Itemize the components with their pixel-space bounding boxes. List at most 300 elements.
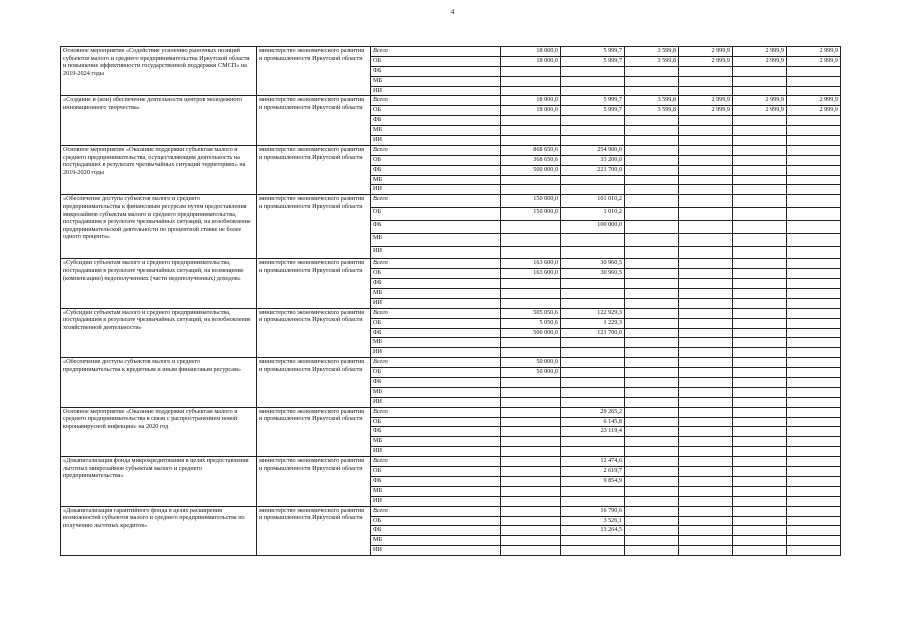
amount-cell (787, 536, 841, 546)
amount-cell: 1 229,3 (561, 318, 625, 328)
funding-source: ФБ (371, 427, 501, 437)
amount-cell (787, 155, 841, 165)
funding-source: МБ (371, 486, 501, 496)
amount-cell (679, 427, 733, 437)
amount-cell (787, 318, 841, 328)
amount-cell: 2 999,9 (679, 47, 733, 57)
amount-cell (501, 457, 561, 467)
executor: министерство экономического развития и промышленности Иркутской области (257, 358, 371, 407)
amount-cell: 101 010,2 (561, 195, 625, 208)
amount-cell: 3 599,8 (625, 56, 679, 66)
funding-source: ОБ (371, 155, 501, 165)
amount-cell (733, 318, 787, 328)
table-row (61, 457, 841, 467)
amount-cell: 2 999,9 (787, 56, 841, 66)
amount-cell (625, 136, 679, 146)
amount-cell (625, 516, 679, 526)
amount-cell (733, 378, 787, 388)
amount-cell (733, 516, 787, 526)
amount-cell (787, 66, 841, 76)
amount-cell (561, 175, 625, 185)
amount-cell (733, 246, 787, 259)
amount-cell (625, 447, 679, 457)
amount-cell (679, 506, 733, 516)
amount-cell (733, 546, 787, 556)
amount-cell (679, 516, 733, 526)
amount-cell (733, 308, 787, 318)
amount-cell: 122 929,3 (561, 308, 625, 318)
amount-cell (679, 437, 733, 447)
amount-cell: 2 999,9 (787, 106, 841, 116)
funding-source: МБ (371, 536, 501, 546)
amount-cell (625, 298, 679, 308)
executor: министерство экономического развития и промышленности Иркутской области (257, 407, 371, 456)
amount-cell (679, 467, 733, 477)
amount-cell (625, 496, 679, 506)
amount-cell: 16 790,6 (561, 506, 625, 516)
funding-source: МБ (371, 437, 501, 447)
amount-cell (625, 417, 679, 427)
amount-cell: 5 050,6 (501, 318, 561, 328)
table-row (61, 407, 841, 417)
amount-cell (501, 387, 561, 397)
amount-cell: 2 999,9 (787, 96, 841, 106)
amount-cell (561, 116, 625, 126)
amount-cell (733, 496, 787, 506)
amount-cell (561, 378, 625, 388)
amount-cell: 500 000,0 (501, 165, 561, 175)
amount-cell: 50 000,0 (501, 368, 561, 378)
amount-cell (625, 185, 679, 195)
funding-source: ИИ (371, 86, 501, 96)
amount-cell (625, 437, 679, 447)
funding-source: МБ (371, 175, 501, 185)
amount-cell (733, 155, 787, 165)
amount-cell (787, 328, 841, 338)
amount-cell (625, 387, 679, 397)
amount-cell (625, 165, 679, 175)
amount-cell (679, 417, 733, 427)
amount-cell (679, 136, 733, 146)
amount-cell: 5 999,7 (561, 56, 625, 66)
amount-cell (561, 76, 625, 86)
amount-cell: 2 999,9 (679, 106, 733, 116)
amount-cell (625, 427, 679, 437)
amount-cell (501, 546, 561, 556)
amount-cell (501, 279, 561, 289)
executor: министерство экономического развития и промышленности Иркутской области (257, 457, 371, 506)
funding-source: МБ (371, 387, 501, 397)
budget-table (60, 46, 841, 556)
amount-cell (787, 298, 841, 308)
amount-cell (625, 86, 679, 96)
amount-cell (733, 195, 787, 208)
amount-cell: 121 700,0 (561, 328, 625, 338)
amount-cell (787, 220, 841, 233)
amount-cell (625, 126, 679, 136)
amount-cell (501, 506, 561, 516)
amount-cell: 163 600,0 (501, 259, 561, 269)
amount-cell (679, 397, 733, 407)
amount-cell (625, 486, 679, 496)
amount-cell (561, 447, 625, 457)
funding-source: Всего (371, 506, 501, 516)
amount-cell (679, 233, 733, 246)
amount-cell (625, 457, 679, 467)
funding-source: ИИ (371, 298, 501, 308)
table-row (61, 506, 841, 516)
funding-source: МБ (371, 338, 501, 348)
table-row (61, 195, 841, 208)
amount-cell (733, 447, 787, 457)
amount-cell (733, 175, 787, 185)
amount-cell (561, 66, 625, 76)
amount-cell (625, 66, 679, 76)
amount-cell: 5 999,7 (561, 96, 625, 106)
amount-cell (787, 447, 841, 457)
funding-source: ФБ (371, 66, 501, 76)
amount-cell: 3 599,8 (625, 47, 679, 57)
amount-cell (501, 437, 561, 447)
amount-cell (787, 289, 841, 299)
amount-cell (679, 76, 733, 86)
amount-cell (679, 246, 733, 259)
amount-cell (625, 195, 679, 208)
amount-cell (787, 387, 841, 397)
amount-cell (625, 76, 679, 86)
amount-cell (625, 368, 679, 378)
funding-source: ОБ (371, 516, 501, 526)
amount-cell (501, 136, 561, 146)
amount-cell (787, 208, 841, 221)
activity-name: «Докапитализация фонда микрокредитования в целях предоставления льготных микрозаймов субъектам малого и среднего предпринимательства» (61, 457, 257, 506)
amount-cell (679, 259, 733, 269)
amount-cell (625, 338, 679, 348)
amount-cell (787, 437, 841, 447)
amount-cell (501, 516, 561, 526)
amount-cell (733, 66, 787, 76)
amount-cell (679, 486, 733, 496)
amount-cell: 163 600,0 (501, 269, 561, 279)
funding-source: Всего (371, 145, 501, 155)
amount-cell: 18 000,0 (501, 96, 561, 106)
amount-cell (733, 259, 787, 269)
page-number: 4 (450, 8, 455, 16)
amount-cell: 5 999,7 (561, 47, 625, 57)
amount-cell (733, 536, 787, 546)
funding-source: ОБ (371, 269, 501, 279)
amount-cell (625, 318, 679, 328)
funding-source: ФБ (371, 165, 501, 175)
amount-cell: 2 999,9 (733, 47, 787, 57)
amount-cell (501, 348, 561, 358)
funding-source: Всего (371, 407, 501, 417)
amount-cell (733, 417, 787, 427)
amount-cell (625, 269, 679, 279)
amount-cell: 13 264,5 (561, 526, 625, 536)
activity-name: Основное мероприятие «Оказание поддержки субъектам малого и среднего предпринимательства, осуществляющим деятельность на пострадавших в результате чрезвычайных ситуаций территориях» на 2019-2020 годы (61, 145, 257, 194)
funding-source: Всего (371, 195, 501, 208)
funding-source: ОБ (371, 467, 501, 477)
amount-cell: 9 854,9 (561, 476, 625, 486)
table-row (61, 96, 841, 106)
amount-cell (787, 457, 841, 467)
amount-cell (787, 358, 841, 368)
funding-source: ОБ (371, 208, 501, 221)
amount-cell: 2 999,9 (733, 56, 787, 66)
amount-cell (501, 185, 561, 195)
amount-cell (501, 526, 561, 536)
amount-cell (561, 289, 625, 299)
amount-cell (787, 195, 841, 208)
funding-source: МБ (371, 289, 501, 299)
amount-cell: 2 999,9 (679, 96, 733, 106)
funding-source: Всего (371, 47, 501, 57)
amount-cell (561, 279, 625, 289)
amount-cell (733, 476, 787, 486)
amount-cell (561, 358, 625, 368)
amount-cell (501, 417, 561, 427)
amount-cell (501, 233, 561, 246)
amount-cell (787, 308, 841, 318)
amount-cell: 50 000,0 (501, 358, 561, 368)
amount-cell (501, 175, 561, 185)
amount-cell (561, 397, 625, 407)
amount-cell: 18 000,0 (501, 106, 561, 116)
funding-source: ИИ (371, 246, 501, 259)
funding-source: Всего (371, 96, 501, 106)
amount-cell (561, 298, 625, 308)
amount-cell (787, 175, 841, 185)
amount-cell: 23 119,4 (561, 427, 625, 437)
amount-cell (501, 66, 561, 76)
amount-cell (561, 368, 625, 378)
funding-source: ФБ (371, 220, 501, 233)
amount-cell (733, 208, 787, 221)
amount-cell (561, 546, 625, 556)
amount-cell (625, 259, 679, 269)
amount-cell (733, 526, 787, 536)
amount-cell: 2 999,9 (733, 106, 787, 116)
amount-cell (787, 368, 841, 378)
amount-cell (787, 506, 841, 516)
amount-cell (625, 328, 679, 338)
amount-cell (733, 165, 787, 175)
amount-cell (625, 526, 679, 536)
activity-name: «Субсидии субъектам малого и среднего предпринимательства, пострадавшим в результате чрезвычайных ситуаций, на возмещение (компенсацию) недополученных (части недополученных) доходов» (61, 259, 257, 308)
amount-cell (625, 546, 679, 556)
amount-cell: 3 526,1 (561, 516, 625, 526)
activity-name: «Создание и (или) обеспечение деятельности центров молодежного инновационного творчества» (61, 96, 257, 145)
executor: министерство экономического развития и промышленности Иркутской области (257, 308, 371, 357)
amount-cell (733, 76, 787, 86)
amount-cell (733, 126, 787, 136)
amount-cell (679, 378, 733, 388)
amount-cell: 868 650,6 (501, 145, 561, 155)
amount-cell (561, 496, 625, 506)
amount-cell (733, 86, 787, 96)
amount-cell (787, 546, 841, 556)
amount-cell (787, 145, 841, 155)
amount-cell (625, 467, 679, 477)
amount-cell (733, 437, 787, 447)
funding-source: ИИ (371, 546, 501, 556)
amount-cell (561, 387, 625, 397)
amount-cell (787, 185, 841, 195)
amount-cell (561, 246, 625, 259)
amount-cell (787, 233, 841, 246)
amount-cell: 368 650,6 (501, 155, 561, 165)
amount-cell (787, 417, 841, 427)
funding-source: ОБ (371, 368, 501, 378)
amount-cell: 18 000,0 (501, 56, 561, 66)
amount-cell (625, 506, 679, 516)
table-row (61, 308, 841, 318)
amount-cell (787, 246, 841, 259)
funding-source: ФБ (371, 476, 501, 486)
amount-cell (787, 348, 841, 358)
amount-cell (625, 407, 679, 417)
amount-cell (733, 387, 787, 397)
amount-cell (625, 220, 679, 233)
amount-cell (787, 467, 841, 477)
amount-cell (679, 526, 733, 536)
amount-cell (561, 437, 625, 447)
amount-cell (679, 208, 733, 221)
amount-cell (679, 496, 733, 506)
amount-cell: 2 999,9 (787, 47, 841, 57)
funding-source: ФБ (371, 378, 501, 388)
activity-name: «Обеспечение доступа субъектов малого и среднего предпринимательства к финансовым ресурсам путем предоставления микрозаймов субъектам малого и среднего предпринимательства, пострадавшим в результате чрезвычайных ситуаций, на возобновление предпринимательской деятельности по процентной ставке не более одного процента» (61, 195, 257, 259)
amount-cell (679, 348, 733, 358)
funding-source: Всего (371, 457, 501, 467)
amount-cell (625, 233, 679, 246)
amount-cell (733, 368, 787, 378)
amount-cell (501, 378, 561, 388)
amount-cell: 18 000,0 (501, 47, 561, 57)
amount-cell (625, 308, 679, 318)
amount-cell (679, 269, 733, 279)
amount-cell (679, 289, 733, 299)
amount-cell (561, 486, 625, 496)
amount-cell (679, 447, 733, 457)
amount-cell (501, 116, 561, 126)
amount-cell (625, 348, 679, 358)
amount-cell (625, 116, 679, 126)
amount-cell (733, 397, 787, 407)
amount-cell (561, 348, 625, 358)
funding-source: ОБ (371, 106, 501, 116)
amount-cell (679, 66, 733, 76)
amount-cell (501, 536, 561, 546)
amount-cell (679, 457, 733, 467)
activity-name: «Докапитализация гарантийного фонда в целях расширения возможностей субъектов малого и среднего предпринимательства по получению льготных кредитов» (61, 506, 257, 555)
funding-source: МБ (371, 233, 501, 246)
funding-source: ИИ (371, 397, 501, 407)
amount-cell (625, 145, 679, 155)
amount-cell (679, 145, 733, 155)
amount-cell (787, 279, 841, 289)
amount-cell (787, 407, 841, 417)
amount-cell (561, 126, 625, 136)
amount-cell (501, 476, 561, 486)
amount-cell (787, 378, 841, 388)
amount-cell (625, 208, 679, 221)
amount-cell (561, 185, 625, 195)
funding-source: МБ (371, 126, 501, 136)
amount-cell (679, 86, 733, 96)
amount-cell (733, 298, 787, 308)
amount-cell (787, 136, 841, 146)
amount-cell: 3 599,8 (625, 96, 679, 106)
executor: министерство экономического развития и промышленности Иркутской области (257, 259, 371, 308)
amount-cell: 150 000,0 (501, 208, 561, 221)
amount-cell (501, 220, 561, 233)
amount-cell (679, 318, 733, 328)
amount-cell: 30 960,5 (561, 269, 625, 279)
amount-cell: 6 145,8 (561, 417, 625, 427)
amount-cell (625, 358, 679, 368)
funding-source: МБ (371, 76, 501, 86)
amount-cell (501, 76, 561, 86)
amount-cell (501, 126, 561, 136)
amount-cell (733, 136, 787, 146)
funding-source: ФБ (371, 526, 501, 536)
amount-cell (561, 136, 625, 146)
amount-cell: 5 999,7 (561, 106, 625, 116)
amount-cell (787, 338, 841, 348)
amount-cell (733, 506, 787, 516)
amount-cell (733, 328, 787, 338)
amount-cell (501, 496, 561, 506)
amount-cell (679, 407, 733, 417)
amount-cell: 30 960,5 (561, 259, 625, 269)
amount-cell (787, 116, 841, 126)
funding-source: ИИ (371, 136, 501, 146)
table-row (61, 358, 841, 368)
executor: министерство экономического развития и промышленности Иркутской области (257, 195, 371, 259)
funding-source: ФБ (371, 116, 501, 126)
amount-cell (501, 447, 561, 457)
amount-cell (501, 246, 561, 259)
funding-source: Всего (371, 259, 501, 269)
amount-cell (679, 536, 733, 546)
amount-cell (787, 126, 841, 136)
amount-cell (625, 246, 679, 259)
amount-cell (679, 308, 733, 318)
amount-cell (733, 486, 787, 496)
funding-source: ОБ (371, 318, 501, 328)
table-row (61, 145, 841, 155)
amount-cell (625, 536, 679, 546)
amount-cell (679, 195, 733, 208)
amount-cell (787, 397, 841, 407)
amount-cell (679, 328, 733, 338)
amount-cell (625, 155, 679, 165)
amount-cell (501, 407, 561, 417)
amount-cell (625, 378, 679, 388)
amount-cell: 12 474,6 (561, 457, 625, 467)
amount-cell (733, 348, 787, 358)
amount-cell (679, 298, 733, 308)
amount-cell: 2 999,9 (679, 56, 733, 66)
activity-name: «Субсидии субъектам малого и среднего предпринимательства, пострадавшим в результате чрезвычайных ситуаций, на возобновление хозяйственной деятельности» (61, 308, 257, 357)
amount-cell (679, 155, 733, 165)
amount-cell: 2 999,9 (733, 96, 787, 106)
amount-cell (501, 86, 561, 96)
activity-name: «Обеспечение доступа субъектов малого и среднего предпринимательства к кредитным и иным финансовым ресурсам» (61, 358, 257, 407)
amount-cell (787, 486, 841, 496)
